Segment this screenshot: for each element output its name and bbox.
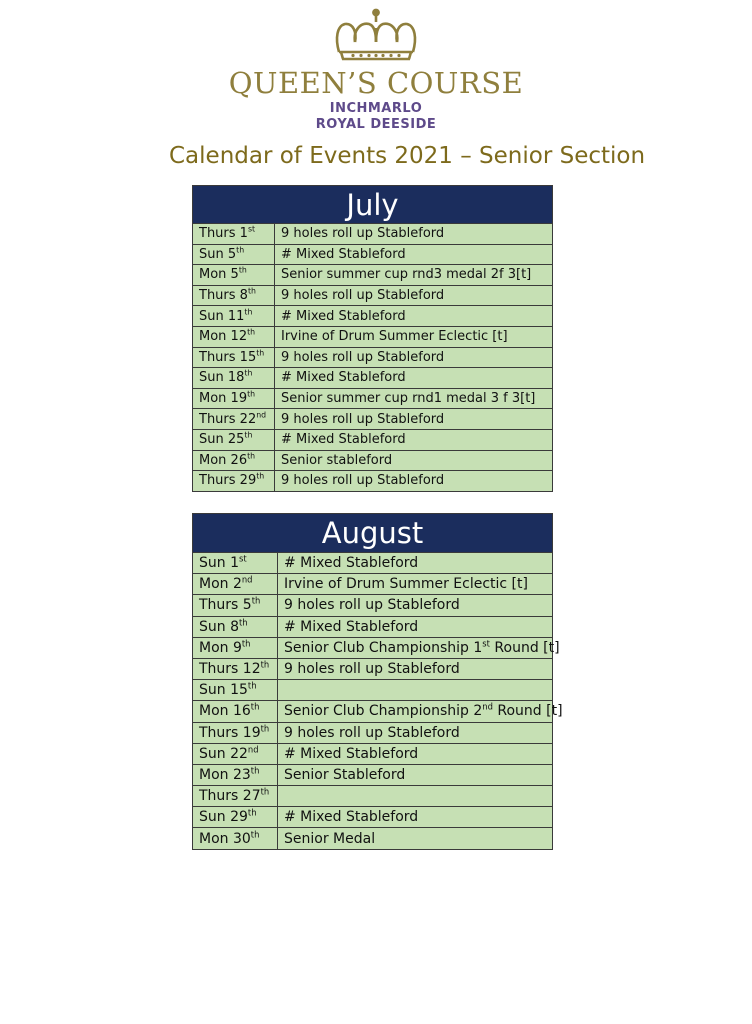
table-row (193, 429, 553, 450)
event-date (193, 658, 278, 679)
event-name (278, 553, 553, 574)
date-text: Mon 2 (199, 576, 242, 593)
event-text: # Mixed Stableford (281, 308, 406, 324)
event-text-after: Round [t] (489, 639, 560, 656)
date-text: Sun 18 (199, 370, 245, 386)
event-date (193, 471, 275, 492)
event-text: # Mixed Stableford (284, 745, 419, 762)
table-row (193, 595, 553, 616)
table-row (193, 471, 553, 492)
date-suffix: th (244, 369, 253, 379)
event-name (275, 450, 553, 471)
table-row (193, 616, 553, 637)
date-suffix: th (256, 472, 265, 482)
event-name (278, 574, 553, 595)
event-name (275, 429, 553, 450)
event-name (278, 743, 553, 764)
crown-icon (333, 8, 419, 64)
event-date (193, 347, 275, 368)
event-name (278, 786, 553, 807)
event-name (275, 224, 553, 245)
date-suffix: th (260, 659, 270, 670)
event-text: # Mixed Stableford (284, 555, 419, 572)
event-date (193, 388, 275, 409)
date-suffix: th (247, 327, 256, 337)
event-text: Irvine of Drum Summer Eclectic [t] (284, 576, 528, 593)
event-text: Senior summer cup rnd1 medal 3 f 3[t] (281, 391, 536, 407)
table-row (193, 553, 553, 574)
date-text: Sun 22 (199, 745, 248, 762)
table-header-row (193, 514, 553, 553)
date-text: Thurs 27 (199, 788, 261, 805)
date-suffix: th (247, 389, 256, 399)
event-date (193, 553, 278, 574)
event-suffix: st (482, 638, 490, 649)
table-row (193, 637, 553, 658)
date-suffix: st (247, 224, 256, 234)
event-date (193, 306, 275, 327)
table-row (193, 326, 553, 347)
logo-line2: INCHMARLO (329, 101, 423, 116)
event-name (278, 701, 563, 722)
date-text: Mon 26 (199, 452, 248, 468)
event-text-after: Round [t] (492, 703, 563, 720)
date-text: Thurs 19 (199, 724, 261, 741)
august-events-table (192, 513, 563, 850)
event-text: 9 holes roll up Stableford (281, 226, 445, 242)
table-row (193, 701, 553, 722)
august-rows (193, 553, 563, 850)
event-text: Senior Club Championship 1 (284, 639, 483, 656)
event-date (193, 616, 278, 637)
date-suffix: th (250, 765, 260, 776)
table-row (193, 722, 553, 743)
date-text: Sun 25 (199, 432, 245, 448)
table-row (193, 743, 553, 764)
event-text: Senior stableford (281, 452, 393, 468)
event-name (278, 616, 553, 637)
event-name (275, 368, 553, 389)
table-row (193, 244, 553, 265)
date-suffix: th (247, 451, 256, 461)
event-name (278, 680, 553, 701)
table-row (193, 828, 553, 849)
date-text: Sun 8 (199, 618, 239, 635)
date-suffix: th (247, 286, 256, 296)
event-text: # Mixed Stableford (281, 370, 406, 386)
date-text: Thurs 8 (199, 288, 248, 304)
event-date (193, 265, 275, 286)
event-date (193, 828, 278, 849)
event-date (193, 701, 278, 722)
event-date (193, 224, 275, 245)
logo-line3: ROYAL DEESIDE (315, 117, 437, 132)
event-date (193, 722, 278, 743)
date-text: Thurs 22 (199, 411, 257, 427)
table-row (193, 409, 553, 430)
table-row (193, 265, 553, 286)
event-name (278, 658, 553, 679)
event-name (275, 244, 553, 265)
month-header: August (193, 514, 553, 553)
event-suffix: nd (482, 701, 493, 712)
event-text: # Mixed Stableford (284, 618, 419, 635)
event-text: 9 holes roll up Stableford (284, 661, 460, 678)
date-text: Sun 1 (199, 555, 239, 572)
date-suffix: nd (241, 574, 253, 585)
event-name (275, 326, 553, 347)
event-date (193, 450, 275, 471)
date-suffix: th (244, 430, 253, 440)
event-text: # Mixed Stableford (281, 246, 406, 262)
event-date (193, 409, 275, 430)
event-name (278, 807, 553, 828)
date-suffix: th (260, 722, 270, 733)
event-text: 9 holes roll up Stableford (284, 724, 460, 741)
date-suffix: th (251, 595, 261, 606)
event-name (278, 595, 553, 616)
event-name (278, 764, 553, 785)
date-text: Thurs 15 (199, 349, 257, 365)
table-row (193, 347, 553, 368)
table-row (193, 450, 553, 471)
date-text: Sun 5 (199, 246, 237, 262)
date-suffix: th (236, 245, 245, 255)
july-rows (193, 224, 553, 492)
event-date (193, 368, 275, 389)
date-suffix: th (256, 348, 265, 358)
event-name (275, 347, 553, 368)
event-name (278, 637, 560, 658)
event-date (193, 285, 275, 306)
date-suffix: th (247, 807, 257, 818)
date-text: Sun 11 (199, 308, 245, 324)
date-text: Mon 5 (199, 267, 239, 283)
table-row (193, 388, 553, 409)
event-text: 9 holes roll up Stableford (284, 597, 460, 614)
date-suffix: th (238, 266, 247, 276)
event-text: Senior Club Championship 2 (284, 703, 483, 720)
event-name (275, 471, 553, 492)
date-suffix: nd (256, 410, 267, 420)
event-date (193, 743, 278, 764)
event-text: 9 holes roll up Stableford (281, 473, 445, 489)
event-text: 9 holes roll up Stableford (281, 411, 445, 427)
table-row (193, 658, 553, 679)
event-name (275, 285, 553, 306)
event-date (193, 429, 275, 450)
event-date (193, 595, 278, 616)
event-text: 9 holes roll up Stableford (281, 288, 445, 304)
date-text: Mon 23 (199, 766, 251, 783)
table-row (193, 224, 553, 245)
july-events-table (192, 185, 553, 492)
event-date (193, 244, 275, 265)
queens-course-logo (0, 0, 724, 140)
date-text: Mon 12 (199, 329, 248, 345)
table-row (193, 786, 553, 807)
date-text: Thurs 1 (199, 226, 248, 242)
date-text: Sun 15 (199, 682, 248, 699)
date-suffix: th (250, 828, 260, 839)
event-date (193, 637, 278, 658)
date-text: Mon 19 (199, 391, 248, 407)
table-header-row (193, 186, 553, 224)
event-name (278, 722, 553, 743)
event-name (275, 306, 553, 327)
event-date (193, 680, 278, 701)
event-text: Senior Medal (284, 830, 376, 847)
event-date (193, 807, 278, 828)
event-text: Irvine of Drum Summer Eclectic [t] (281, 329, 508, 345)
date-text: Thurs 5 (199, 597, 252, 614)
event-date (193, 574, 278, 595)
event-name (278, 828, 553, 849)
date-suffix: th (241, 638, 251, 649)
table-row (193, 285, 553, 306)
event-date (193, 764, 278, 785)
logo-name: QUEEN’S COURSE (228, 66, 524, 100)
table-row (193, 680, 553, 701)
event-date (193, 326, 275, 347)
date-text: Thurs 29 (199, 473, 257, 489)
date-suffix: th (250, 701, 260, 712)
date-suffix: nd (247, 744, 259, 755)
date-suffix: th (239, 617, 248, 627)
event-text: 9 holes roll up Stableford (281, 349, 445, 365)
table-row (193, 764, 553, 785)
page-title: Calendar of Events 2021 – Senior Section (169, 143, 646, 169)
event-name (275, 265, 553, 286)
event-text: # Mixed Stableford (281, 432, 406, 448)
month-header: July (193, 186, 553, 224)
date-suffix: st (239, 553, 247, 564)
event-name (275, 409, 553, 430)
event-text: Senior summer cup rnd3 medal 2f 3[t] (281, 267, 532, 283)
date-text: Mon 30 (199, 830, 251, 847)
date-text: Mon 9 (199, 639, 242, 656)
date-text: Sun 29 (199, 809, 248, 826)
event-date (193, 786, 278, 807)
date-text: Mon 16 (199, 703, 251, 720)
table-row (193, 807, 553, 828)
date-suffix: th (247, 680, 257, 691)
event-name (275, 388, 553, 409)
table-row (193, 574, 553, 595)
date-suffix: th (260, 786, 270, 797)
event-text: Senior Stableford (284, 766, 406, 783)
event-text: # Mixed Stableford (284, 809, 419, 826)
table-row (193, 368, 553, 389)
date-suffix: th (244, 307, 253, 317)
table-row (193, 306, 553, 327)
date-text: Thurs 12 (199, 661, 261, 678)
